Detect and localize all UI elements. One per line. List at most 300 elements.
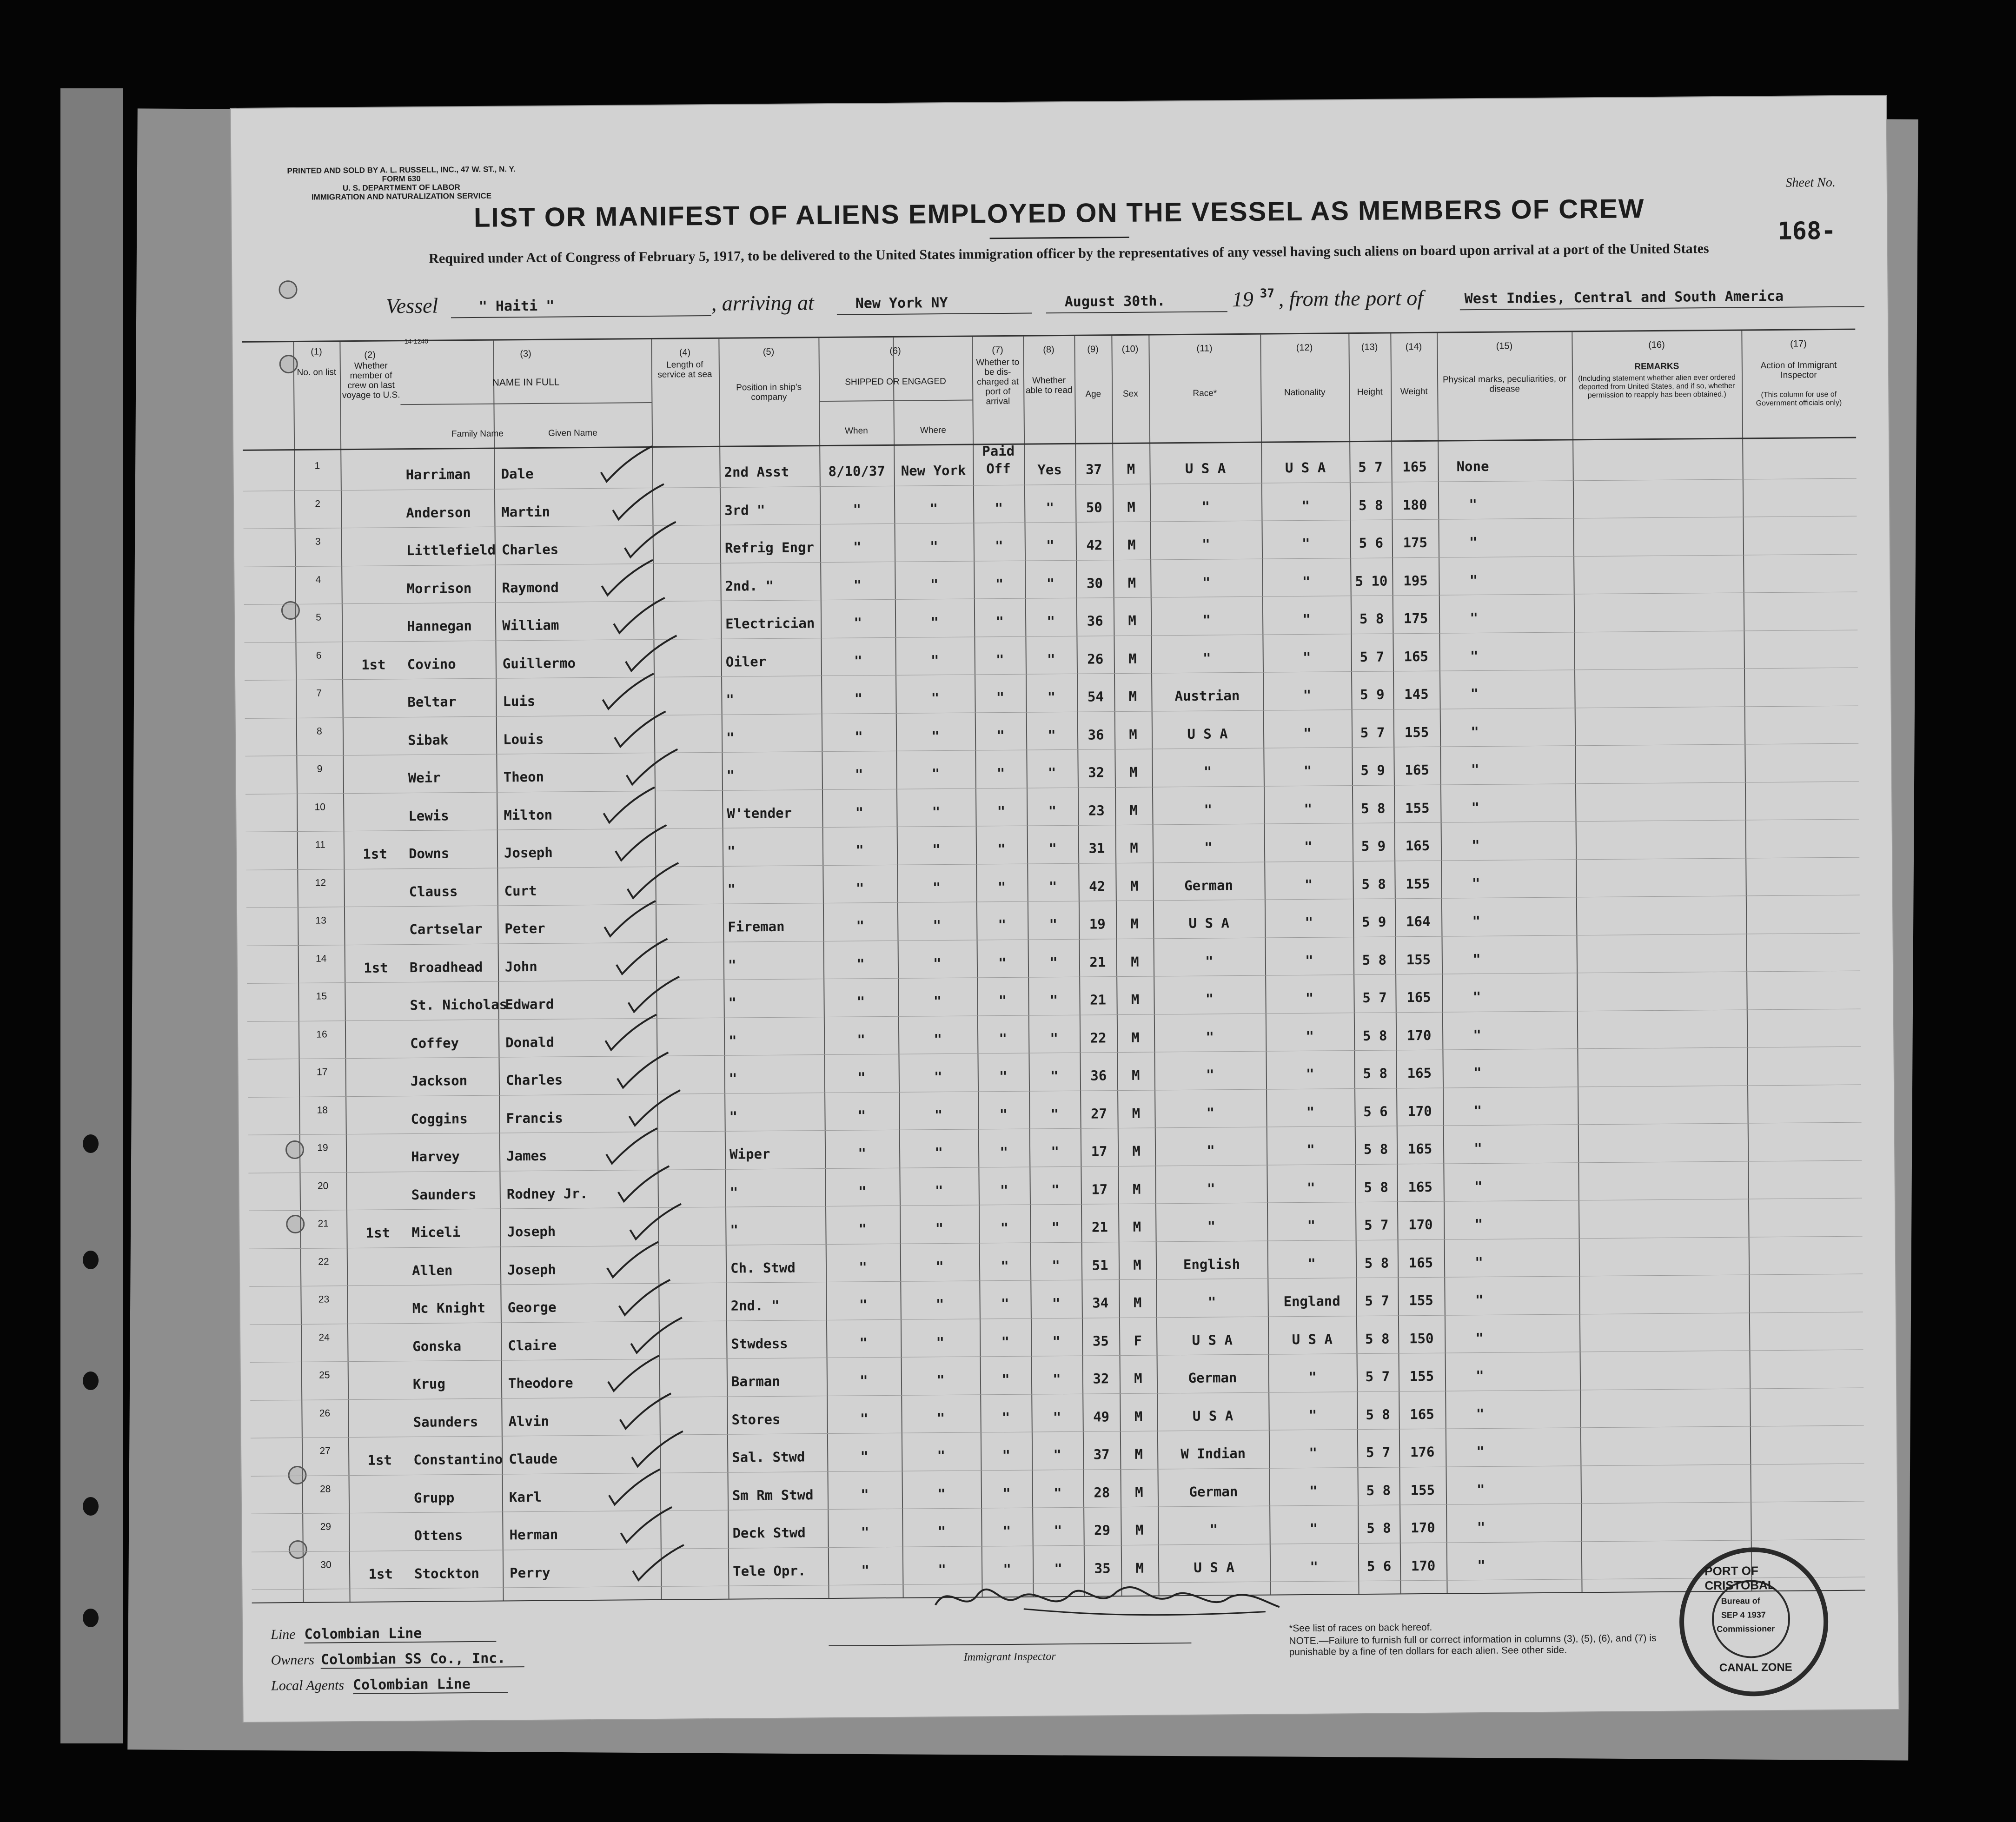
cell-given: Martin	[501, 504, 550, 520]
cell-marks: "	[1474, 1216, 1483, 1232]
cell-last: 1st	[368, 1565, 393, 1582]
stamp-inner-2: SEP 4 1937	[1721, 1610, 1766, 1620]
cell-disch: "	[1001, 1371, 1010, 1388]
cell-given: Guillermo	[502, 655, 576, 671]
cell-sex: M	[1133, 1219, 1141, 1235]
cell-family: Anderson	[406, 504, 471, 521]
port-stamp	[1679, 1547, 1829, 1697]
cell-when: "	[858, 1183, 867, 1199]
cell-family: Hannegan	[407, 617, 472, 635]
cell-family: Morrison	[406, 580, 472, 596]
binder-hole	[83, 1134, 99, 1153]
cell-position: W'tender	[727, 805, 792, 822]
cell-age: 35	[1094, 1560, 1111, 1577]
cell-height: 5 7	[1358, 459, 1383, 476]
cell-when: "	[856, 994, 865, 1010]
cell-sex: M	[1131, 991, 1140, 1007]
cell-race: Austrian	[1174, 688, 1240, 704]
cell-when: "	[859, 1334, 868, 1351]
cell-marks: "	[1469, 496, 1478, 512]
row-number: 27	[319, 1445, 331, 1457]
cell-disch: "	[996, 765, 1005, 782]
cell-where: "	[929, 500, 938, 517]
cell-family: Allen	[411, 1262, 453, 1279]
binder-hole	[83, 1497, 99, 1516]
form-number: FORM 630	[382, 174, 421, 184]
cell-read: "	[1053, 1484, 1062, 1501]
cell-read: "	[1053, 1409, 1061, 1425]
cell-disch: "	[1000, 1182, 1008, 1198]
cell-disch: "	[997, 879, 1006, 895]
line-label: Line	[271, 1627, 296, 1643]
cell-disch: "	[999, 1030, 1008, 1047]
printer-imprint	[287, 165, 516, 202]
arriving-port: New York NY	[855, 294, 948, 312]
cell-disch: "	[998, 916, 1007, 933]
cell-family: Saunders	[413, 1413, 478, 1430]
col-pre: 14-1240	[404, 337, 429, 345]
arrival-date: August 30th.	[1064, 293, 1166, 310]
col-num: (2)	[364, 350, 376, 360]
cell-age: 36	[1088, 726, 1104, 743]
cell-family: Clauss	[409, 883, 458, 900]
cell-marks: "	[1473, 1102, 1482, 1119]
cell-nat: "	[1302, 611, 1311, 627]
cell-age: 21	[1089, 992, 1107, 1008]
cell-nat: "	[1309, 1444, 1318, 1461]
check-mark	[620, 1393, 671, 1429]
cell-last: 1st	[367, 1452, 392, 1468]
cell-race: German	[1189, 1483, 1238, 1500]
cell-where: "	[937, 1448, 946, 1464]
cell-when: "	[855, 804, 864, 821]
row-number: 18	[317, 1104, 328, 1116]
cell-weight: 155	[1409, 1368, 1434, 1385]
cell-nat: "	[1303, 762, 1312, 779]
cell-height: 5 8	[1366, 1520, 1391, 1536]
cell-race: "	[1207, 1180, 1215, 1197]
col-header-name: NAME IN FULL	[492, 377, 560, 388]
check-mark	[602, 560, 653, 595]
inspector-label: Immigrant Inspector	[963, 1650, 1056, 1663]
cell-marks: "	[1472, 875, 1480, 891]
cell-weight: 155	[1405, 800, 1430, 816]
cell-where: "	[935, 1145, 943, 1161]
cell-when: "	[860, 1448, 869, 1464]
check-mark	[631, 1318, 683, 1353]
cell-age: 32	[1093, 1371, 1109, 1387]
cell-family: Constantino	[413, 1451, 503, 1468]
cell-sex: M	[1134, 1484, 1143, 1500]
printer-line: PRINTED AND SOLD BY A. L. RUSSELL, INC., 47 W. ST., N. Y.	[287, 165, 516, 176]
cell-sex: M	[1128, 612, 1137, 629]
agents-field	[271, 1676, 508, 1694]
cell-position: "	[729, 1033, 737, 1049]
cell-disch: "	[1001, 1295, 1009, 1312]
cell-marks: "	[1477, 1519, 1485, 1536]
vessel-label: Vessel	[385, 293, 438, 318]
cell-age: 29	[1094, 1522, 1111, 1538]
cell-height: 5 6	[1366, 1558, 1392, 1574]
year-suffix: 37	[1260, 286, 1275, 301]
cell-family: Ottens	[414, 1527, 463, 1544]
cell-nat: "	[1301, 535, 1310, 551]
cell-disch: "	[995, 538, 1003, 554]
cell-sex: M	[1127, 575, 1136, 591]
cell-where: "	[935, 1182, 943, 1199]
cell-marks: "	[1475, 1292, 1484, 1308]
cell-nat: England	[1283, 1293, 1340, 1310]
cell-given: William	[502, 617, 559, 634]
cell-height: 5 8	[1366, 1482, 1391, 1498]
cell-last: 1st	[363, 846, 387, 862]
check-mark	[628, 977, 680, 1012]
cell-disch: "	[1003, 1561, 1012, 1577]
cell-family: Harriman	[405, 466, 471, 483]
stamp-inner-1: Bureau of	[1721, 1596, 1760, 1606]
cell-disch: "	[996, 689, 1005, 706]
cell-given: Luis	[503, 693, 536, 709]
cell-sex: M	[1132, 1143, 1141, 1159]
cell-family: Saunders	[411, 1186, 477, 1203]
cell-where: "	[938, 1561, 947, 1577]
cell-race: "	[1202, 650, 1211, 666]
cell-marks: "	[1472, 951, 1481, 967]
cell-disch: "	[995, 576, 1004, 592]
inspector-signature	[930, 1570, 1284, 1628]
cell-when: "	[855, 766, 863, 782]
cell-disch: "	[998, 954, 1007, 971]
cell-position: "	[726, 729, 735, 746]
cell-family: Downs	[408, 845, 450, 862]
cell-weight: 165	[1405, 762, 1429, 778]
cell-marks: "	[1476, 1443, 1485, 1460]
row-number: 21	[318, 1218, 329, 1229]
col-num: (5)	[763, 346, 775, 358]
cell-sex: M	[1127, 537, 1136, 553]
check-mark	[614, 598, 665, 633]
cell-family: Weir	[408, 769, 441, 786]
col-num: (6)	[889, 345, 901, 356]
cell-when: "	[861, 1486, 869, 1502]
check-mark	[618, 1166, 670, 1201]
check-mark	[608, 1356, 660, 1391]
cell-disch: "	[995, 651, 1004, 668]
check-mark	[606, 1128, 658, 1164]
cell-marks: "	[1472, 913, 1481, 929]
col-num: (1)	[311, 346, 322, 357]
cell-read: "	[1051, 1219, 1060, 1236]
cell-nat: "	[1309, 1520, 1318, 1537]
check-mark	[613, 484, 664, 519]
cell-last: 1st	[361, 656, 386, 673]
row-number: 16	[316, 1028, 327, 1040]
cell-age: 31	[1088, 840, 1105, 856]
cell-when: "	[854, 690, 863, 707]
cell-weight: 165	[1405, 837, 1430, 854]
cell-given: Donald	[505, 1034, 555, 1050]
cell-where: "	[932, 803, 941, 820]
cell-position: Deck Stwd	[732, 1524, 806, 1541]
row-number: 23	[318, 1294, 330, 1305]
cell-sex: M	[1135, 1522, 1144, 1538]
cell-read: "	[1051, 1181, 1060, 1198]
cell-disch: "	[997, 841, 1006, 857]
col-header-service: Length of service at sea	[657, 360, 712, 380]
cell-when: "	[861, 1562, 870, 1578]
title-rule	[990, 237, 1129, 239]
stamp-top-text: PORT OF CRISTOBAL	[1704, 1564, 1775, 1593]
cell-race: "	[1206, 1028, 1214, 1045]
cell-height: 5 8	[1364, 1179, 1389, 1195]
cell-nat: "	[1306, 1028, 1314, 1044]
cell-weight: 165	[1404, 648, 1429, 664]
cell-position: "	[728, 994, 737, 1011]
cell-where: "	[935, 1220, 944, 1237]
cell-position: 2nd Asst	[724, 464, 789, 480]
cell-read: "	[1050, 1030, 1059, 1046]
service-name: IMMIGRATION AND NATURALIZATION SERVICE	[311, 191, 492, 202]
row-number: 15	[316, 991, 327, 1002]
row-number: 28	[319, 1483, 331, 1495]
cell-marks: "	[1473, 1027, 1482, 1043]
cell-age: 34	[1092, 1295, 1109, 1311]
from-label: , from the port of	[1278, 285, 1424, 311]
cell-weight: 170	[1407, 1103, 1432, 1119]
cell-age: 26	[1087, 650, 1104, 667]
check-mark	[616, 939, 668, 974]
cell-marks: "	[1471, 799, 1480, 815]
cell-position: Oiler	[725, 653, 767, 670]
cell-age: 37	[1093, 1446, 1110, 1463]
cell-marks: "	[1474, 1178, 1483, 1194]
cell-age: 21	[1091, 1219, 1108, 1235]
cell-when: "	[853, 539, 862, 555]
col-num: (7)	[992, 345, 1003, 356]
col-header-read: Whether able to read	[1025, 375, 1073, 396]
cell-given: Joseph	[504, 844, 553, 861]
cell-marks: "	[1470, 648, 1479, 664]
col-num: (17)	[1790, 338, 1807, 349]
col-header-where: Where	[920, 425, 946, 436]
cell-position: "	[727, 843, 736, 859]
cell-nat: "	[1308, 1369, 1317, 1385]
owners-label: Owners	[271, 1652, 315, 1668]
cell-given: Charles	[501, 541, 559, 558]
check-mark	[627, 863, 679, 898]
cell-height: 5 8	[1366, 1406, 1390, 1423]
cell-position: "	[729, 1184, 738, 1200]
cell-weight: 155	[1406, 875, 1430, 892]
check-marks	[242, 330, 1865, 1603]
cell-where: "	[931, 728, 940, 744]
cell-nat: "	[1304, 876, 1313, 893]
col-num: (12)	[1296, 342, 1313, 353]
cell-marks: "	[1476, 1481, 1485, 1497]
cell-read: "	[1054, 1523, 1062, 1539]
cell-disch: "	[1002, 1523, 1011, 1539]
cell-age: 19	[1089, 916, 1106, 932]
cell-marks: "	[1469, 534, 1478, 550]
col-header-action: Action of Immigrant Inspector	[1760, 360, 1837, 380]
col-header-weight: Weight	[1400, 386, 1428, 397]
cell-when: "	[854, 652, 862, 669]
row-number: 11	[315, 839, 325, 850]
cell-position: 2nd. "	[730, 1297, 780, 1314]
cell-where: "	[932, 841, 941, 858]
owners-value: Colombian SS Co., Inc.	[321, 1650, 524, 1669]
cell-age: 17	[1091, 1181, 1108, 1198]
cell-when: "	[856, 955, 865, 972]
cell-nat: U S A	[1285, 459, 1326, 476]
cell-when: "	[859, 1297, 868, 1313]
from-port: West Indies, Central and South America	[1464, 288, 1784, 307]
cell-given: Joseph	[507, 1223, 556, 1240]
cell-race: "	[1203, 763, 1212, 780]
page-subtitle: Required under Act of Congress of February 5, 1917, to be delivered to the United States immigration officer by the representatives of any vessel having such aliens on board upon arrival at a port of the United States	[429, 241, 1709, 266]
cell-given: Edward	[505, 996, 554, 1013]
check-mark	[617, 1053, 669, 1088]
cell-family: Jackson	[410, 1073, 468, 1089]
cell-when: "	[853, 576, 862, 593]
cell-given: Curt	[504, 882, 537, 899]
cell-last: 1st	[364, 959, 388, 976]
cell-weight: 145	[1404, 686, 1429, 702]
cell-age: 42	[1086, 537, 1103, 553]
sheet-label: Sheet No.	[1785, 175, 1836, 190]
cell-given: Dale	[501, 465, 534, 482]
cell-read: "	[1052, 1257, 1060, 1273]
cell-where: "	[930, 614, 939, 630]
check-mark	[603, 674, 654, 709]
cell-age: 42	[1089, 878, 1106, 894]
cell-weight: 170	[1411, 1557, 1436, 1574]
cell-nat: "	[1306, 1066, 1314, 1082]
row-number: 5	[316, 612, 321, 623]
cell-family: Littlefield	[406, 542, 496, 559]
cell-age: 22	[1090, 1029, 1107, 1046]
cell-position: Sal. Stwd	[732, 1449, 805, 1465]
cell-where: "	[934, 1106, 943, 1123]
cell-sex: M	[1129, 726, 1137, 742]
check-mark	[609, 1469, 660, 1504]
cell-where: "	[931, 766, 940, 782]
cell-height: 5 8	[1360, 800, 1386, 816]
cell-weight: 170	[1411, 1519, 1435, 1536]
cell-given: Raymond	[502, 579, 559, 596]
cell-position: "	[726, 767, 735, 783]
col-header-action-sub: (This column for use of Government officials only)	[1756, 390, 1842, 408]
cell-marks: "	[1472, 837, 1480, 854]
cell-position: Barman	[731, 1373, 780, 1390]
col-header-no: No. on list	[297, 367, 337, 378]
cell-sex: M	[1129, 802, 1138, 818]
cell-read: "	[1049, 992, 1058, 1008]
cell-read: Yes	[1037, 462, 1062, 478]
stamp-inner-3: Commissioner	[1717, 1624, 1775, 1634]
check-mark	[619, 1280, 670, 1315]
cell-position: Tele Opr.	[733, 1562, 806, 1579]
cell-read: "	[1046, 575, 1055, 591]
cell-where: "	[935, 1258, 944, 1274]
cell-given: Claire	[508, 1337, 557, 1353]
cell-race: U S A	[1188, 915, 1230, 931]
cell-sex: M	[1134, 1370, 1142, 1386]
cell-given: Rodney Jr.	[506, 1185, 588, 1202]
row-number: 3	[315, 536, 321, 547]
cell-where: "	[937, 1524, 946, 1540]
cell-when: 8/10/37	[828, 463, 885, 479]
cell-weight: 195	[1403, 572, 1428, 589]
cell-family: Gonska	[412, 1338, 462, 1354]
col-header-last-voyage: Whether member of crew on last voyage to U.S.	[342, 361, 400, 401]
cell-age: 21	[1089, 954, 1106, 970]
cell-sex: M	[1131, 1067, 1140, 1083]
cell-height: 5 7	[1360, 724, 1385, 741]
cell-given: Alvin	[508, 1413, 550, 1429]
cell-disch: "	[1001, 1333, 1010, 1350]
cell-when: "	[857, 1031, 866, 1048]
cell-read: "	[1052, 1333, 1061, 1349]
row-number: 9	[317, 763, 323, 775]
cell-disch: "	[1000, 1219, 1009, 1236]
cell-nat: "	[1306, 1141, 1315, 1158]
cell-sex: M	[1133, 1257, 1141, 1273]
cell-marks: "	[1476, 1367, 1484, 1384]
row-number: 30	[320, 1559, 332, 1570]
cell-given: Francis	[506, 1109, 563, 1126]
cell-marks: "	[1472, 988, 1481, 1005]
check-mark	[625, 636, 677, 671]
check-mark	[605, 1014, 657, 1050]
col-header-remarks: REMARKS	[1634, 361, 1679, 372]
col-header-nationality: Nationality	[1284, 387, 1326, 398]
check-mark	[629, 1090, 681, 1126]
cell-weight: 165	[1402, 458, 1427, 475]
cell-position: "	[730, 1222, 739, 1238]
cell-nat: "	[1308, 1407, 1317, 1423]
cell-nat: "	[1305, 952, 1313, 968]
cell-read: "	[1050, 1068, 1059, 1084]
cell-sex: M	[1133, 1294, 1142, 1311]
cell-where: "	[936, 1334, 945, 1350]
row-number: 10	[314, 801, 325, 813]
arriving-label: , arriving at	[711, 291, 815, 315]
col-header-remarks-sub: (Including statement whether alien ever ordered deported from United States, and if so, whether permission to reapply has been obtained.)	[1578, 373, 1736, 400]
cell-nat: "	[1304, 838, 1313, 855]
cell-race: "	[1207, 1218, 1216, 1234]
cell-sex: M	[1128, 688, 1137, 704]
col-header-discharged: Whether to be dis-charged at port of arrival	[976, 357, 1020, 407]
cell-given: Claude	[509, 1451, 558, 1467]
col-header-position: Position in ship's company	[736, 382, 802, 403]
cell-nat: "	[1304, 801, 1313, 817]
col-num: (8)	[1043, 345, 1054, 355]
cell-age: 37	[1085, 461, 1102, 477]
cell-sex: F	[1134, 1332, 1142, 1349]
cell-sex: M	[1134, 1408, 1143, 1424]
cell-nat: "	[1302, 649, 1311, 665]
cell-read: "	[1048, 878, 1057, 894]
col-header-age: Age	[1085, 389, 1101, 399]
cell-disch: "	[995, 500, 1003, 516]
cell-age: 36	[1087, 613, 1103, 629]
cell-age: 51	[1092, 1257, 1108, 1273]
cell-race: "	[1207, 1294, 1216, 1310]
cell-given: Peter	[504, 920, 545, 937]
row-number: 17	[316, 1067, 328, 1078]
cell-sex: M	[1132, 1181, 1141, 1197]
